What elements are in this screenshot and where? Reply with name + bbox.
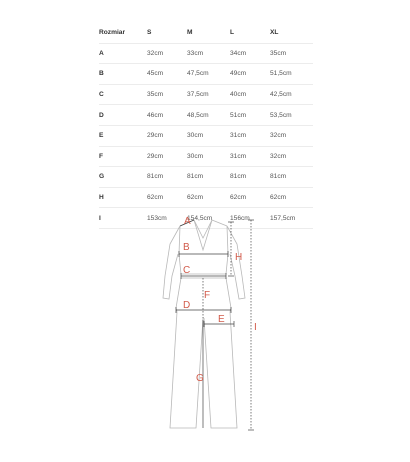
row-label: A	[99, 43, 147, 64]
table-cell: 29cm	[147, 125, 187, 146]
table-row	[99, 187, 313, 208]
header-m: M	[187, 23, 230, 43]
row-label: I	[99, 208, 147, 229]
jumpsuit-measurement-diagram	[150, 214, 280, 440]
table-cell: 156cm	[230, 208, 270, 229]
table-cell: 46cm	[147, 105, 187, 126]
label-g: G	[196, 373, 204, 384]
table-cell: 32cm	[270, 125, 313, 146]
table-cell: 81cm	[230, 167, 270, 188]
header-size: Rozmiar	[99, 23, 147, 43]
table-row	[99, 125, 313, 146]
table-cell: 62cm	[230, 187, 270, 208]
table-cell: 33cm	[187, 43, 230, 64]
table-cell: 37,5cm	[187, 84, 230, 105]
row-label: C	[99, 84, 147, 105]
table-row	[99, 64, 313, 85]
table-cell: 30cm	[187, 146, 230, 167]
table-cell: 31cm	[230, 146, 270, 167]
header-xl: XL	[270, 23, 313, 43]
table-cell: 49cm	[230, 64, 270, 85]
table-cell: 31cm	[230, 125, 270, 146]
table-cell: 48,5cm	[187, 105, 230, 126]
table-cell: 62cm	[270, 187, 313, 208]
table-cell: 62cm	[147, 187, 187, 208]
table-cell: 35cm	[270, 43, 313, 64]
table-cell: 40cm	[230, 84, 270, 105]
row-label: H	[99, 187, 147, 208]
table-cell: 81cm	[147, 167, 187, 188]
row-label: G	[99, 167, 147, 188]
table-cell: 153cm	[147, 208, 187, 229]
table-cell: 32cm	[147, 43, 187, 64]
row-label: E	[99, 125, 147, 146]
label-h: H	[235, 252, 243, 263]
label-a: A	[184, 216, 191, 227]
table-row	[99, 167, 313, 188]
table-cell: 51,5cm	[270, 64, 313, 85]
label-b: B	[183, 242, 190, 253]
label-c: C	[183, 265, 191, 276]
table-cell: 45cm	[147, 64, 187, 85]
table-row	[99, 43, 313, 64]
table-cell: 62cm	[187, 187, 230, 208]
table-cell: 154,5cm	[187, 208, 230, 229]
row-label: B	[99, 64, 147, 85]
row-label: D	[99, 105, 147, 126]
label-e: E	[218, 314, 225, 325]
table-cell: 81cm	[187, 167, 230, 188]
table-cell: 81cm	[270, 167, 313, 188]
table-cell: 51cm	[230, 105, 270, 126]
table-cell: 34cm	[230, 43, 270, 64]
label-d: D	[183, 300, 191, 311]
table-header-row	[99, 23, 313, 43]
table-row	[99, 146, 313, 167]
label-f: F	[204, 290, 211, 301]
row-label: F	[99, 146, 147, 167]
table-cell: 32cm	[270, 146, 313, 167]
label-i: I	[254, 322, 257, 333]
header-s: S	[147, 23, 187, 43]
table-cell: 29cm	[147, 146, 187, 167]
size-chart-table	[99, 23, 313, 229]
table-cell: 42,5cm	[270, 84, 313, 105]
table-row	[99, 84, 313, 105]
table-cell: 30cm	[187, 125, 230, 146]
table-cell: 47,5cm	[187, 64, 230, 85]
table-cell: 157,5cm	[270, 208, 313, 229]
table-cell: 53,5cm	[270, 105, 313, 126]
table-row	[99, 105, 313, 126]
table-cell: 35cm	[147, 84, 187, 105]
header-l: L	[230, 23, 270, 43]
